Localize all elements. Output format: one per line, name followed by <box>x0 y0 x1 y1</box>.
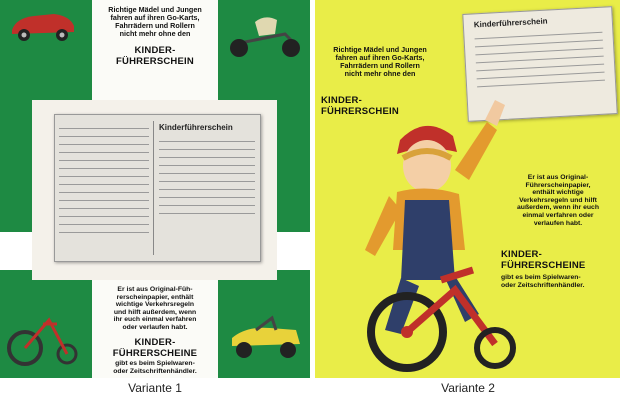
toy-gokart-icon <box>225 4 305 64</box>
caption-variant-2: Variante 2 <box>441 381 495 395</box>
variant-2-poster <box>315 0 620 378</box>
headline-text: Richtige Mädel und Jungen fahren auf ihren Go-Karts, Fahrrädern und Rollern nicht mehr ohne den <box>108 5 202 39</box>
caption-variant-1: Variante 1 <box>128 381 182 395</box>
body-text: Er ist aus Original- Führerscheinpapier, enthält wichtige Verkehrsregeln und hilft außerdem, wenn ihr euch einmal verfahren oder verlaufen habt. <box>517 174 599 227</box>
variant-1-poster <box>0 0 310 378</box>
brand-title-plural: KINDER- FÜHRERSCHEINE <box>112 337 198 359</box>
footer-text: gibt es beim Spielwaren- oder Zeitschriftenhändler. <box>501 274 585 289</box>
license-booklet-image <box>54 114 261 262</box>
license-title: Kinderführerschein <box>473 16 548 30</box>
brand-title-plural: KINDER- FÜHRERSCHEINE <box>501 249 586 271</box>
brand-title: KINDER- FÜHRERSCHEIN <box>321 95 399 117</box>
headline-text: Richtige Mädel und Jungen fahren auf ihren Go-Karts, Fahrrädern und Rollern nicht mehr ohne den <box>333 45 427 79</box>
boy-on-tricycle-illustration <box>345 100 525 378</box>
toy-tricycle-icon <box>5 300 85 370</box>
license-title: Kinderführerschein <box>159 123 233 132</box>
footer-text: gibt es beim Spielwaren- oder Zeitschriftenhändler. <box>113 360 197 375</box>
brand-title: KINDER- FÜHRERSCHEIN <box>116 45 194 67</box>
body-text: Er ist aus Original-Füh- rerscheinpapier, enthält wichtige Verkehrsregeln und hilft außerdem, wenn ihr euch einmal verfahren oder verlaufen habt. <box>113 286 197 332</box>
toy-race-car-icon <box>8 6 78 44</box>
toy-pedal-car-icon <box>226 304 306 366</box>
